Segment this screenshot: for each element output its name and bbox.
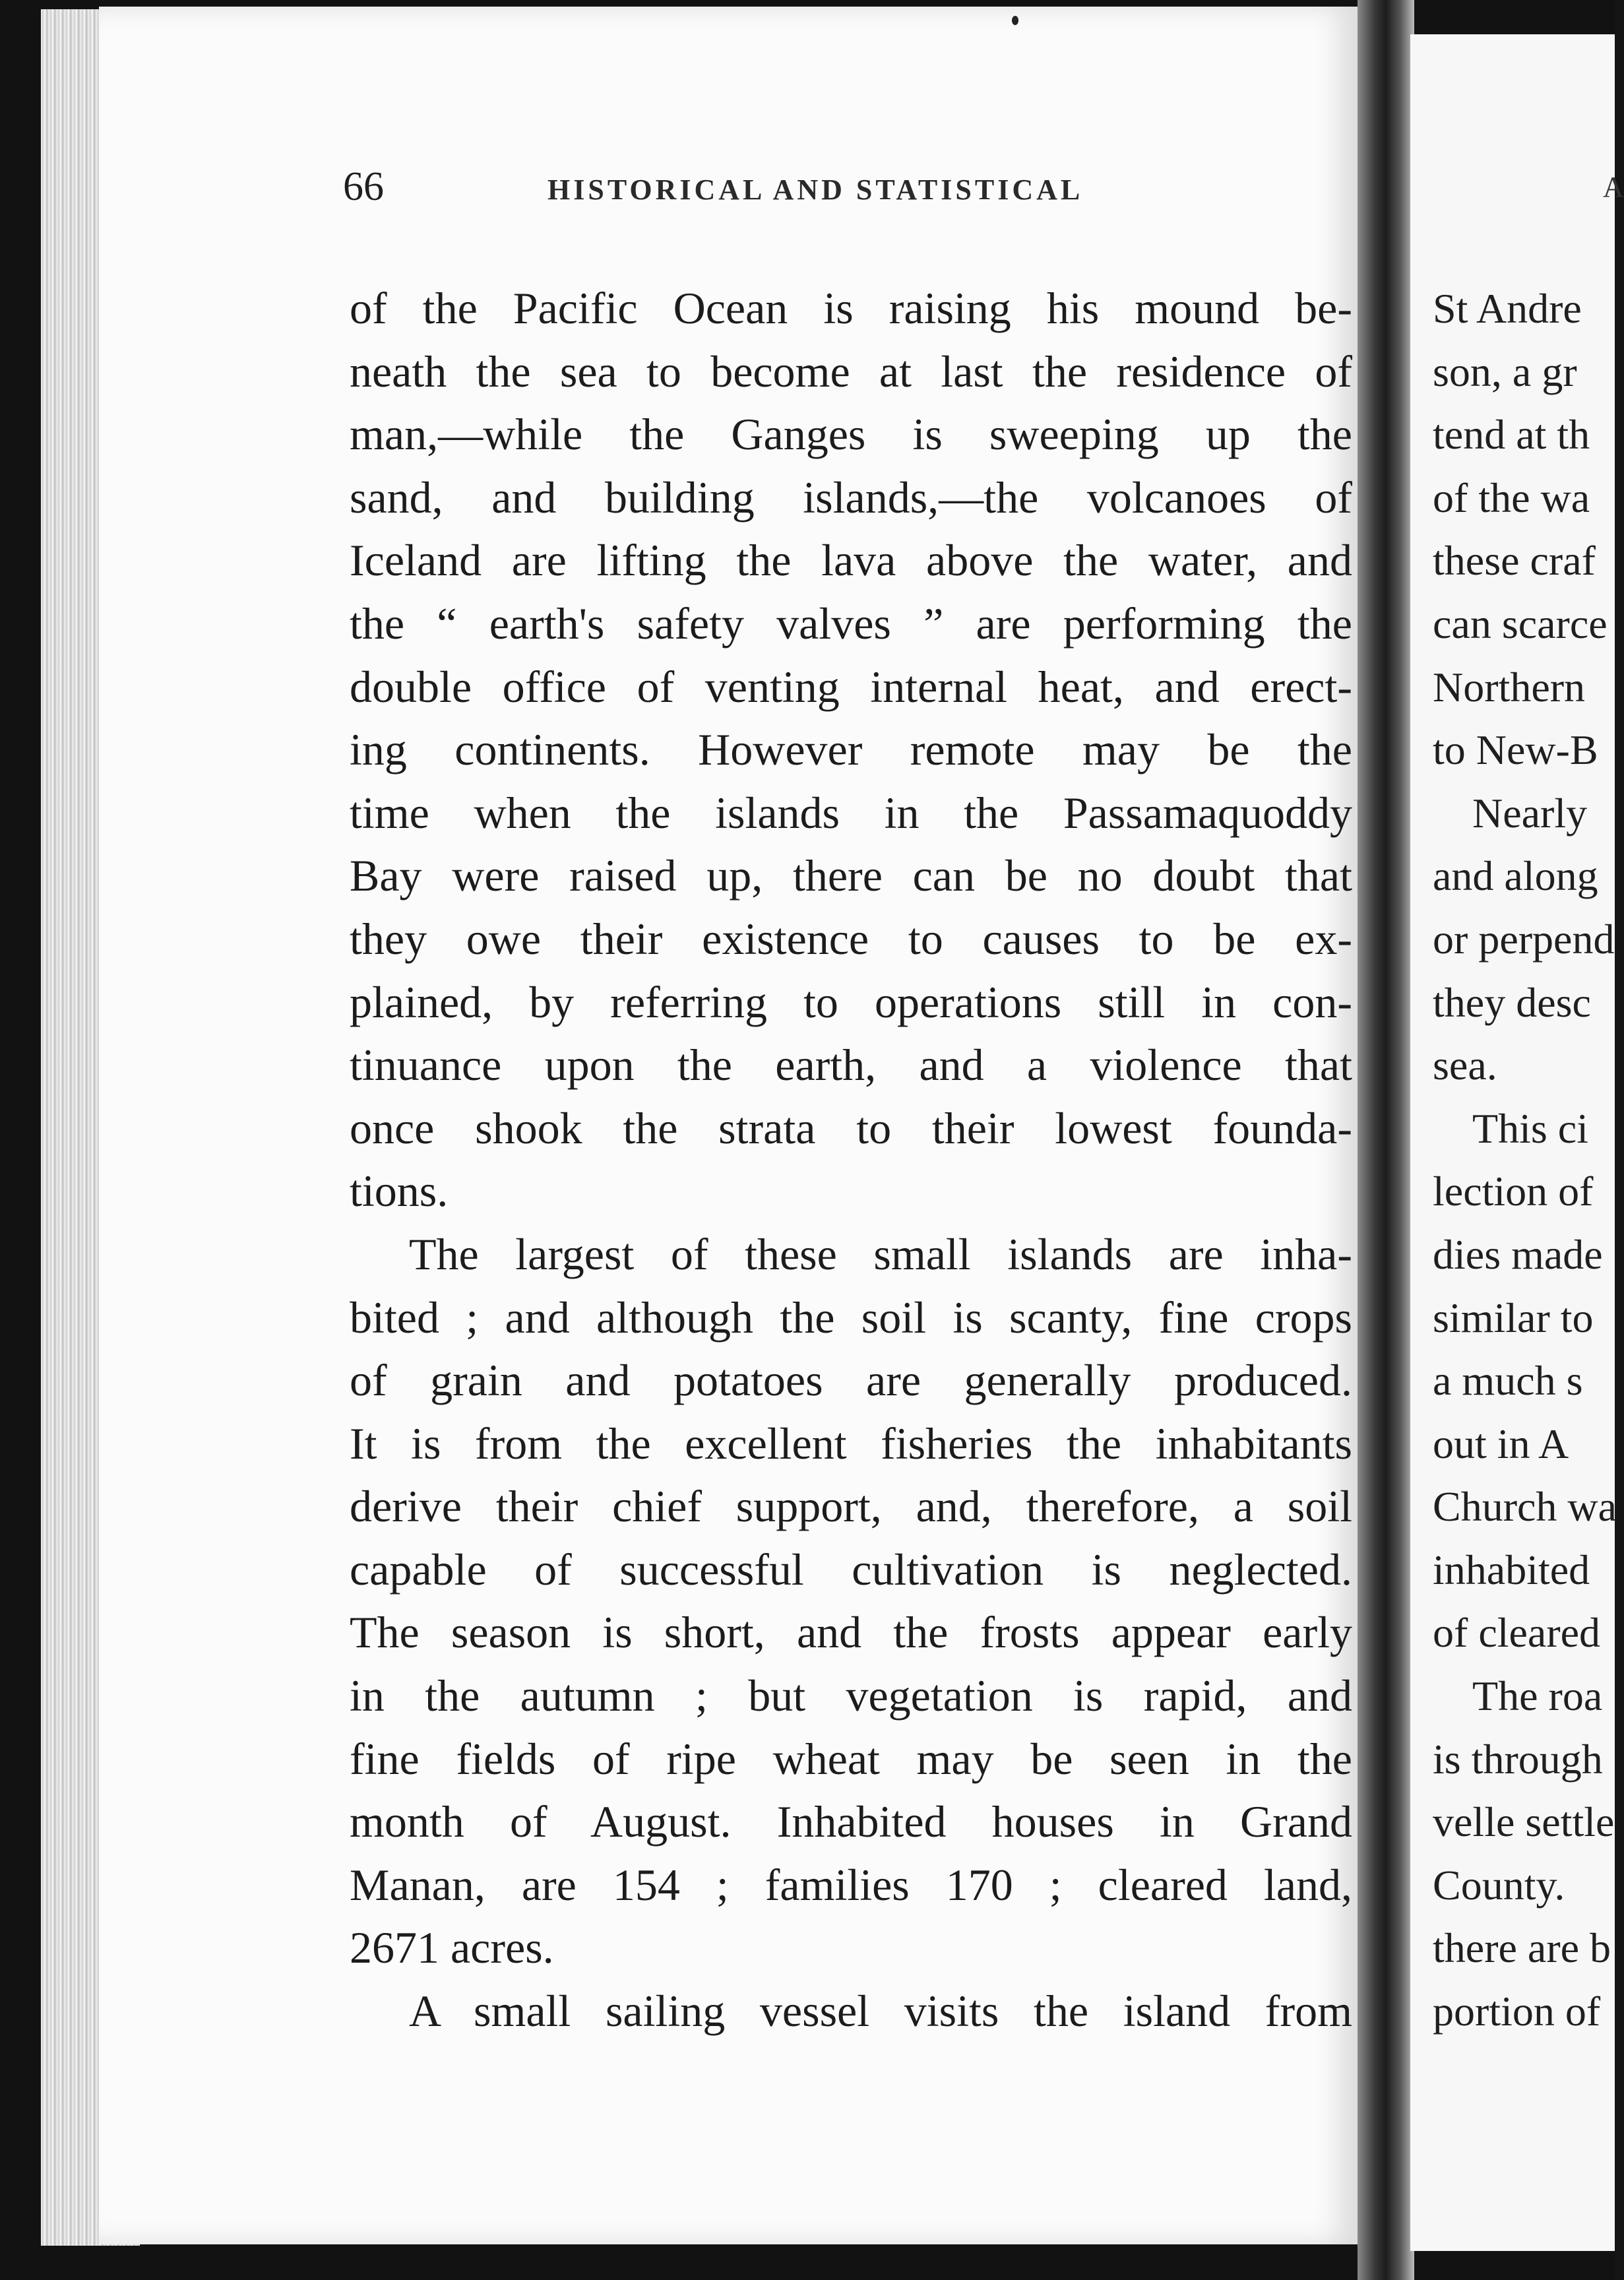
text-line: month of August. Inhabited houses in Grand — [350, 1796, 1352, 1847]
text-line: double office of venting internal heat, and erect- — [350, 661, 1352, 712]
text-line: Bay were raised up, there can be no doubt that — [350, 850, 1352, 901]
adjacent-text-line: St Andre — [1433, 285, 1582, 332]
adjacent-text-line: sea. — [1433, 1042, 1497, 1089]
adjacent-text-line: Church wa — [1433, 1483, 1617, 1531]
adjacent-text-line: inhabited — [1433, 1546, 1590, 1593]
body-text — [350, 277, 1352, 2043]
adjacent-text-line: a much s — [1433, 1357, 1583, 1405]
text-line: they owe their existence to causes to be ex- — [350, 913, 1352, 964]
text-line: time when the islands in the Passamaquoddy — [350, 787, 1352, 838]
adjacent-text-line: Northern — [1433, 663, 1586, 711]
adjacent-text-line: out in A — [1433, 1420, 1569, 1467]
adjacent-text-line: portion of — [1433, 1988, 1601, 2035]
adjacent-text-line: of the wa — [1433, 474, 1590, 521]
adjacent-text-line: to New-B — [1433, 726, 1598, 774]
adjacent-text-line: can scarce — [1433, 600, 1608, 647]
adjacent-text-line: there are b — [1433, 1924, 1611, 1972]
adjacent-text-line: or perpend — [1433, 915, 1615, 963]
text-line: of grain and potatoes are generally produced. — [350, 1355, 1352, 1406]
adjacent-text-line: lection of — [1433, 1168, 1594, 1215]
text-line: fine fields of ripe wheat may be seen in the — [350, 1733, 1352, 1784]
text-line: neath the sea to become at last the residence of — [350, 346, 1352, 396]
text-line: the “ earth's safety valves ” are performing the — [350, 598, 1352, 649]
text-line: in the autumn ; but vegetation is rapid, and — [350, 1670, 1352, 1721]
text-line: A small sailing vessel visits the island from — [409, 1986, 1352, 2037]
text-line: capable of successful cultivation is neglected. — [350, 1544, 1352, 1595]
adjacent-text-line: Nearly — [1472, 789, 1588, 837]
ink-dot — [1012, 16, 1018, 25]
text-line: Iceland are lifting the lava above the water, and — [350, 535, 1352, 586]
adjacent-running-head: A — [1603, 171, 1624, 203]
adjacent-text-line: The roa — [1472, 1672, 1603, 1720]
header-title: HISTORICAL AND STATISTICAL — [547, 174, 1084, 206]
adjacent-text-line: dies made — [1433, 1230, 1603, 1278]
text-line: man,—while the Ganges is sweeping up the — [350, 409, 1352, 460]
text-line: derive their chief support, and, therefore, a soil — [350, 1481, 1352, 1532]
adjacent-text-line: son, a gr — [1433, 348, 1577, 395]
adjacent-text-line: This ci — [1472, 1104, 1588, 1152]
running-head — [343, 164, 1227, 210]
adjacent-page-text — [1433, 277, 1615, 2043]
adjacent-text-line: they desc — [1433, 978, 1591, 1026]
adjacent-text-line: velle settle — [1433, 1798, 1615, 1846]
text-line: tinuance upon the earth, and a violence that — [350, 1040, 1352, 1091]
text-line: 2671 acres. — [350, 1922, 554, 1973]
text-line: It is from the excellent fisheries the inhabitants — [350, 1418, 1352, 1469]
text-line: The season is short, and the frosts appear early — [350, 1607, 1352, 1658]
adjacent-text-line: these craf — [1433, 537, 1596, 585]
text-line: The largest of these small islands are inha- — [409, 1228, 1352, 1279]
adjacent-text-line: similar to — [1433, 1294, 1594, 1341]
adjacent-text-line: and along — [1433, 852, 1598, 900]
adjacent-text-line: of cleared — [1433, 1609, 1601, 1657]
text-line: ing continents. However remote may be the — [350, 724, 1352, 775]
book-gutter — [1358, 0, 1414, 2280]
text-line: bited ; and although the soil is scanty, fine crops — [350, 1292, 1352, 1343]
text-line: of the Pacific Ocean is raising his mound be- — [350, 283, 1352, 333]
text-line: Manan, are 154 ; families 170 ; cleared land, — [350, 1859, 1352, 1910]
adjacent-text-line: tend at th — [1433, 411, 1590, 459]
text-line: plained, by referring to operations still in con- — [350, 976, 1352, 1027]
text-line: tions. — [350, 1166, 449, 1217]
text-line: sand, and building islands,—the volcanoes of — [350, 472, 1352, 522]
adjacent-text-line: County. — [1433, 1861, 1565, 1909]
adjacent-text-line: is through — [1433, 1735, 1603, 1783]
text-line: once shook the strata to their lowest founda- — [350, 1102, 1352, 1153]
page-number: 66 — [343, 164, 384, 209]
